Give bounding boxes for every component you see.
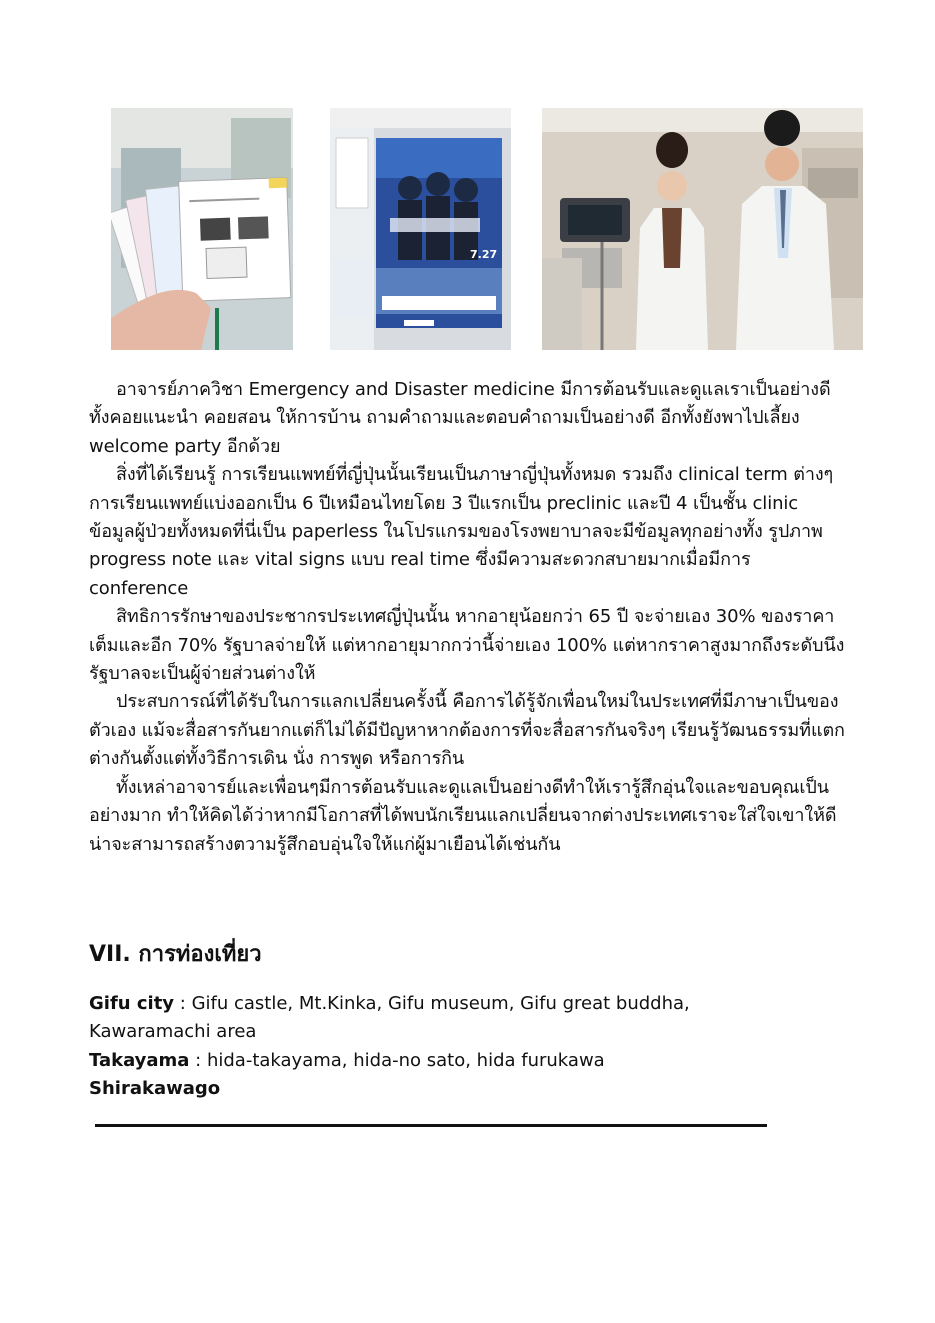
place-detail: Gifu castle, Mt.Kinka, Gifu museum, Gifu great buddha, Kawaramachi area [89,993,690,1043]
travel-item-gifu [89,990,809,1047]
paragraph: สิ่งที่ได้เรียนรู้ การเรียนแพทย์ที่ญี่ปุ่นนั้นเรียนเป็นภาษาญี่ปุ่นทั้งหมด รวมถึง clinical term ต่างๆ การเรียนแพทย์แบ่งออกเป็น 6 ปีเหมือนไทยโดย 3 ปีแรกเป็น preclinic และปี 4 เป็นชั้น clinic ข้อมูลผู้ป่วยทั้งหมดที่นี่เป็น paperless ในโปรแกรมของโรงพยาบาลจะมีข้อมูลทุกอย่างทั้ง รูปภาพ progress note และ vital signs แบบ real time ซึ่งมีความสะดวกสบายมากเมื่อมีการ conference [89,464,834,599]
separator: : [189,1049,207,1071]
paragraph: ประสบการณ์ที่ได้รับในการแลกเปลี่ยนครั้งนี้ คือการได้รู้จักเพื่อนใหม่ในประเทศที่มีภาษาเป็นของตัวเอง แม้จะสื่อสารกันยากแต่ก็ไม่ได้มีปัญหาหากต้องการที่จะสื่อสารกันจริงๆ เรียนรู้วัฒนธรรมที่แตกต่างกันตั้งแต่ทั้งวิธีการเดิน นั่ง การพูด หรือการกิน [89,691,845,770]
horizontal-rule [95,1124,767,1127]
place-name: Gifu city [89,993,175,1014]
poster-date: 7.27 [470,248,498,261]
paragraph: ทั้งเหล่าอาจารย์และเพื่อนๆมีการต้อนรับและดูแลเป็นอย่างดีทำให้เรารู้สึกอุ่นใจและขอบคุณเป็นอย่างมาก ทำให้คิดได้ว่าหากมีโอกาสที่ได้พบนักเรียนแลกเปลี่ยนจากต่างประเทศเราจะใส่ใจเขาให้ดี น่าจะสามารถสร้างตวามรู้สึกอบอุ่นใจให้แก่ผู้มาเยือนได้เช่นกัน [89,776,837,855]
place-detail: hida-takayama, hida-no sato, hida furukawa [206,1049,605,1071]
travel-item-shirakawago [89,1075,809,1103]
travel-list [89,990,809,1104]
photo-doctors-icu [542,108,863,350]
photo-drama-poster [330,108,511,350]
paragraph: อาจารย์ภาควิชา Emergency and Disaster medicine มีการต้อนรับและดูแลเราเป็นอย่างดี ทั้งคอยแนะนำ คอยสอน ให้การบ้าน ถามคำถามและตอบคำถามเป็นอย่างดี อีกทั้งยังพาไปเลี้ยง welcome party อีกด้วย [89,379,831,457]
photo-reference-cards [111,108,293,350]
separator: : [174,993,192,1014]
paragraph: สิทธิการรักษาของประชากรประเทศญี่ปุ่นนั้น หากอายุน้อยกว่า 65 ปี จะจ่ายเอง 30% ของราคาเต็มและอีก 70% รัฐบาลจ่ายให้ แต่หากอายุมากกว่านี้จ่ายเอง 100% แต่หากราคาสูงมากถึงระดับนึง รัฐบาลจะเป็นผู้จ่ายส่วนต่างให้ [89,606,845,685]
section-heading: VII. การท่องเที่ยว [89,942,262,967]
body-text [89,376,849,859]
travel-item-takayama [89,1047,809,1075]
place-name: Takayama [89,1049,190,1071]
place-name: Shirakawago [89,1078,221,1100]
